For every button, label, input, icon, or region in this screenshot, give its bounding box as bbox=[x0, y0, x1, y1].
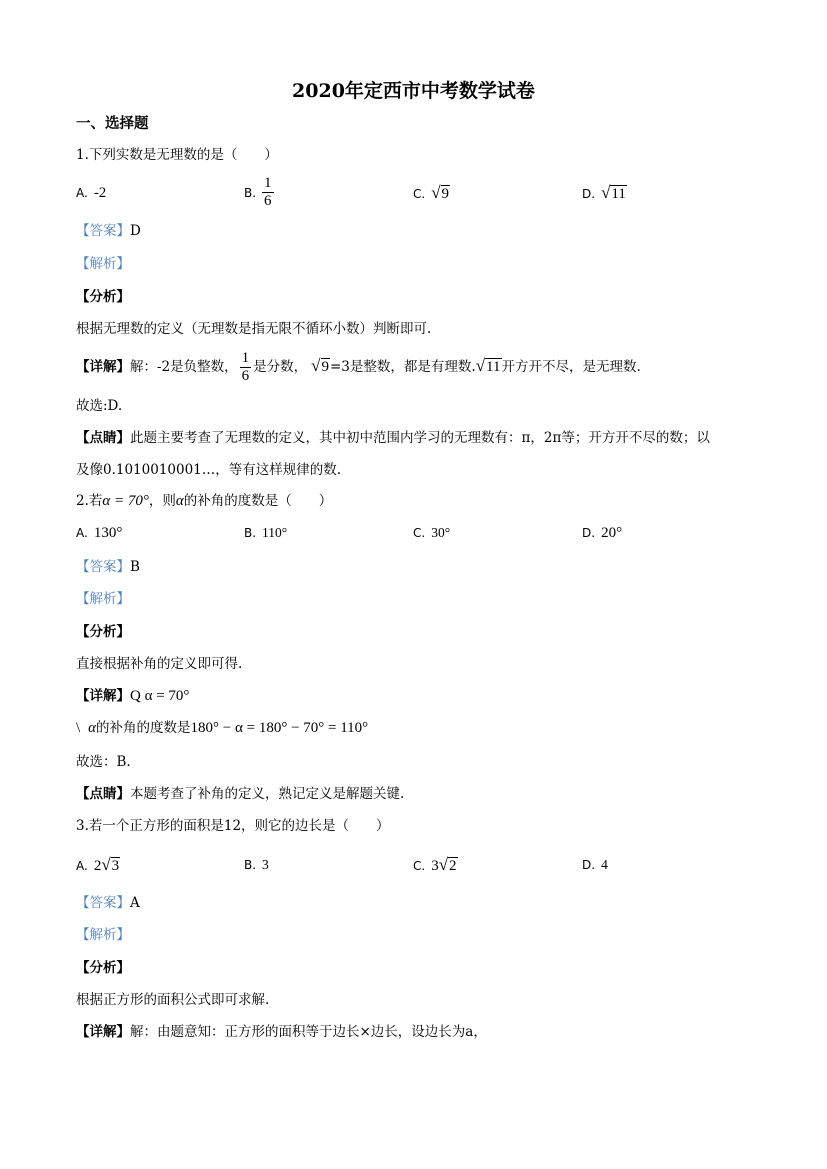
q1-answer bbox=[76, 221, 141, 241]
q1-detail: 【详解】解：-2是负整数， $\frac{1}{6}$ 是分数， √9=3是整数，都是有理数.√11开方开不尽，是无理数. bbox=[76, 350, 641, 384]
q2-analysis-tag: 【解析】 bbox=[76, 591, 130, 607]
q2-detail-line2: \ α的补角的度数是180° − α = 180° − 70° = 110° bbox=[76, 720, 369, 736]
q1-option-c bbox=[413, 183, 450, 204]
q1-fenxi-tag: 【分析】 bbox=[76, 289, 130, 305]
q2-answer: 【答案】B bbox=[76, 559, 140, 575]
q3-option-c: C. 3√2 bbox=[413, 855, 457, 874]
q2-fenxi-tag: 【分析】 bbox=[76, 624, 130, 640]
q3-option-b: B. 3 bbox=[244, 857, 269, 872]
q1-note: 【点睛】此题主要考查了无理数的定义，其中初中范围内学习的无理数有：π，2π等；开方开不尽的数；以 bbox=[76, 430, 710, 446]
answer-value: D bbox=[130, 223, 141, 239]
answer-tag: 【答案】 bbox=[76, 223, 130, 239]
q2-fenxi-text: 直接根据补角的定义即可得. bbox=[76, 656, 243, 672]
q3-fenxi-text: 根据正方形的面积公式即可求解. bbox=[76, 992, 270, 1008]
fraction: $\frac{1}{6}$ bbox=[241, 350, 250, 384]
square-root: √9 bbox=[311, 356, 329, 375]
page-title: 2020年定西市中考数学试卷 bbox=[292, 80, 535, 102]
q2-option-b: B. 110° bbox=[244, 525, 288, 540]
q1-option-d bbox=[582, 183, 627, 204]
q2-choose: 故选：B. bbox=[76, 754, 131, 770]
q3-option-a: A. 2√3 bbox=[76, 855, 120, 874]
square-root: √11 bbox=[601, 183, 626, 202]
q2-option-c: C. 30° bbox=[413, 525, 451, 540]
option-label: B. bbox=[244, 185, 257, 200]
option-label: A. bbox=[76, 186, 88, 200]
note-tag: 【点睛】 bbox=[76, 430, 130, 446]
q1-option-a bbox=[76, 183, 106, 203]
q1-option-b bbox=[244, 175, 274, 210]
section-heading: 一、选择题 bbox=[76, 115, 149, 132]
q1-choose: 故选:D. bbox=[76, 398, 123, 414]
q3-detail: 【详解】解：由题意知：正方形的面积等于边长×边长，设边长为a， bbox=[76, 1024, 487, 1040]
q1-note-cont: 及像0.1010010001…，等有这样规律的数. bbox=[76, 462, 342, 478]
option-label: D. bbox=[582, 187, 596, 201]
square-root: √11 bbox=[475, 356, 501, 375]
q2-stem: 2.若α = 70°，则α的补角的度数是（ ） bbox=[76, 493, 333, 509]
q2-option-d: D. 20° bbox=[582, 525, 623, 541]
option-label: C. bbox=[413, 187, 426, 201]
q3-analysis-tag: 【解析】 bbox=[76, 927, 130, 943]
option-value: -2 bbox=[93, 185, 107, 201]
q3-answer: 【答案】A bbox=[76, 895, 140, 911]
q2-option-a: A. 130° bbox=[76, 525, 123, 541]
detail-tag: 【详解】 bbox=[76, 359, 130, 375]
q3-option-d: D. 4 bbox=[582, 857, 608, 872]
q2-note: 【点睛】本题考查了补角的定义，熟记定义是解题关键. bbox=[76, 786, 405, 802]
q1-analysis-tag: 【解析】 bbox=[76, 256, 130, 272]
fraction: $\frac{1}{6}$ bbox=[264, 175, 272, 209]
square-root: √9 bbox=[431, 183, 450, 202]
q1-stem: 1.下列实数是无理数的是（ ） bbox=[76, 147, 278, 163]
q1-fenxi-text: 根据无理数的定义（无理数是指无限不循环小数）判断即可. bbox=[76, 321, 432, 337]
q3-fenxi-tag: 【分析】 bbox=[76, 960, 130, 976]
q3-stem: 3.若一个正方形的面积是12，则它的边长是（ ） bbox=[76, 818, 390, 834]
q2-detail: 【详解】Q α = 70° bbox=[76, 688, 190, 704]
